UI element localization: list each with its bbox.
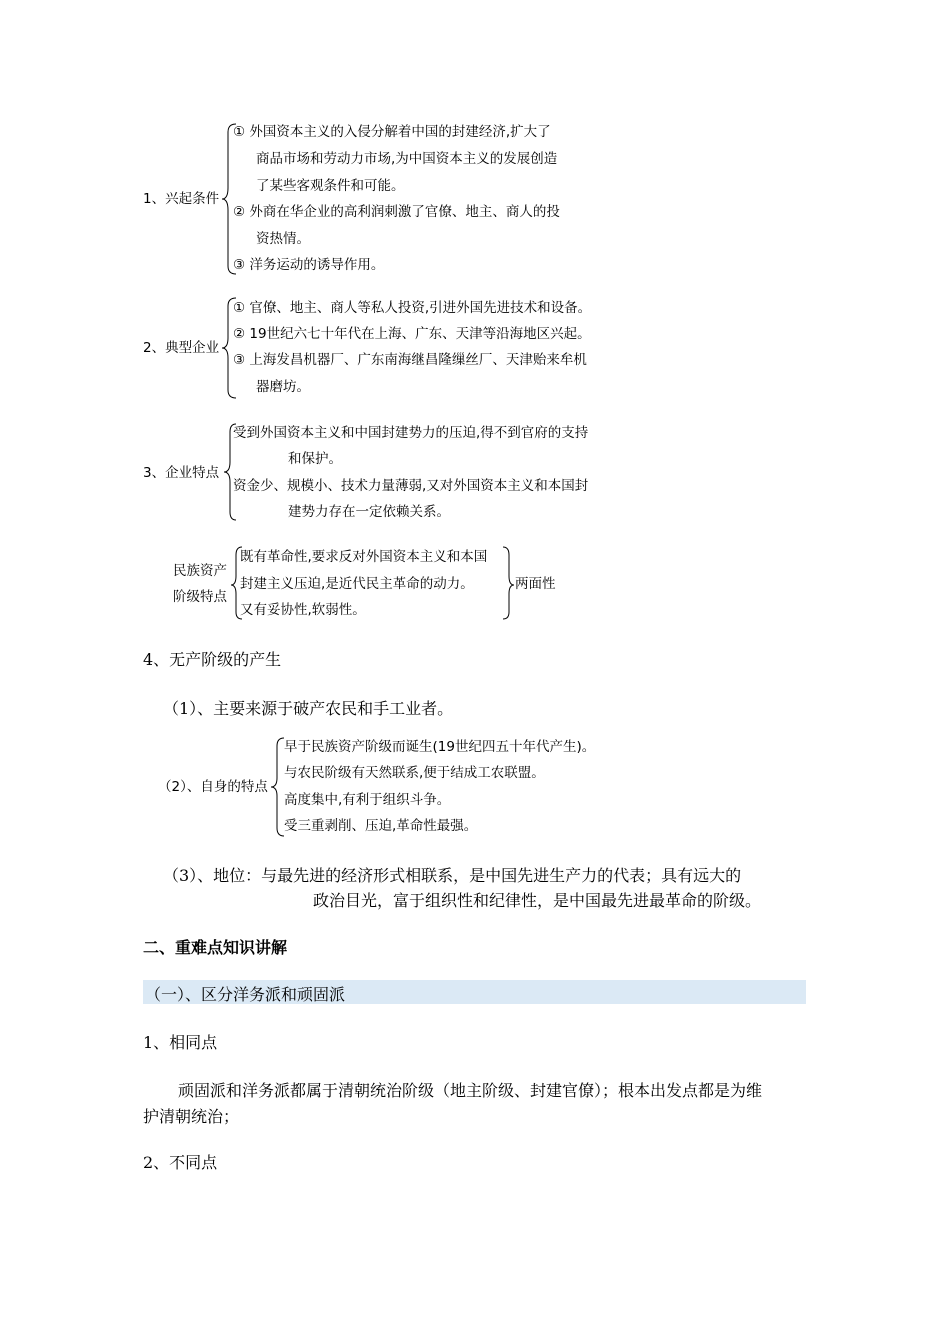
s1-item-1-cont-b: 了某些客观条件和可能。 [256,178,405,194]
p4-heading: 4、无产阶级的产生 [143,650,282,669]
s1-item-2-cont: 资热情。 [256,231,310,247]
s2-item-1: ① 官僚、地主、商人等私人投资,引进外国先进技术和设备。 [233,300,592,316]
s1-item-3: ③ 洋务运动的诱导作用。 [233,257,385,273]
section2-same-line2: 护清朝统治； [143,1107,240,1126]
s2-item-3: ③ 上海发昌机器厂、广东南海继昌隆缫丝厂、天津贻来牟机 [233,352,587,368]
s4-item-3: 又有妥协性,软弱性。 [240,602,366,618]
section2-highlight-bar [143,980,806,1004]
s1-item-1: ① 外国资本主义的入侵分解着中国的封建经济,扩大了 [233,124,551,140]
p4-sub2-label: （2）、自身的特点 [158,779,268,795]
p4-sub2-item-2: 与农民阶级有天然联系,便于结成工农联盟。 [284,765,545,781]
s3-label: 3、企业特点 [143,465,220,481]
p4-sub2-item-3: 高度集中,有利于组织斗争。 [284,792,451,808]
s2-item-3-cont: 器磨坊。 [256,379,310,395]
section2-same-heading: 1、相同点 [143,1033,218,1052]
s1-item-1-cont-a: 商品市场和劳动力市场,为中国资本主义的发展创造 [256,151,558,167]
section2-same-line1: 顽固派和洋务派都属于清朝统治阶级（地主阶级、封建官僚）；根本出发点都是为维 [178,1081,763,1100]
s3-item-1: 受到外国资本主义和中国封建势力的压迫,得不到官府的支持 [233,425,589,441]
s4-right-label: 两面性 [515,576,556,592]
section2-bar-text: （一）、区分洋务派和顽固派 [145,985,346,1004]
s2-item-2: ② 19世纪六七十年代在上海、广东、天津等沿海地区兴起。 [233,326,591,342]
s3-item-2-cont: 建势力存在一定依赖关系。 [288,504,450,520]
section2-heading: 二、重难点知识讲解 [143,938,288,957]
p4-sub3-line2: 政治目光，富于组织性和纪律性，是中国最先进最革命的阶级。 [313,891,762,910]
s3-item-2: 资金少、规模小、技术力量薄弱,又对外国资本主义和本国封 [233,478,589,494]
p4-sub1: （1）、主要来源于破产农民和手工业者。 [163,699,454,718]
s1-label: 1、兴起条件 [143,191,220,207]
s4-label-line2: 阶级特点 [173,589,227,605]
s4-item-2: 封建主义压迫,是近代民主革命的动力。 [240,576,474,592]
s4-item-1: 既有革命性,要求反对外国资本主义和本国 [240,549,488,565]
p4-sub2-item-4: 受三重剥削、压迫,革命性最强。 [284,818,478,834]
s3-item-1-cont: 和保护。 [288,451,342,467]
s4-label-line1: 民族资产 [173,563,227,579]
section2-diff-heading: 2、不同点 [143,1153,218,1172]
s1-item-2: ② 外商在华企业的高利润刺激了官僚、地主、商人的投 [233,204,560,220]
s2-label: 2、典型企业 [143,340,220,356]
p4-sub2-item-1: 早于民族资产阶级而诞生(19世纪四五十年代产生)。 [284,739,596,755]
p4-sub3-line1: （3）、地位：与最先进的经济形式相联系，是中国先进生产力的代表；具有远大的 [163,866,742,885]
